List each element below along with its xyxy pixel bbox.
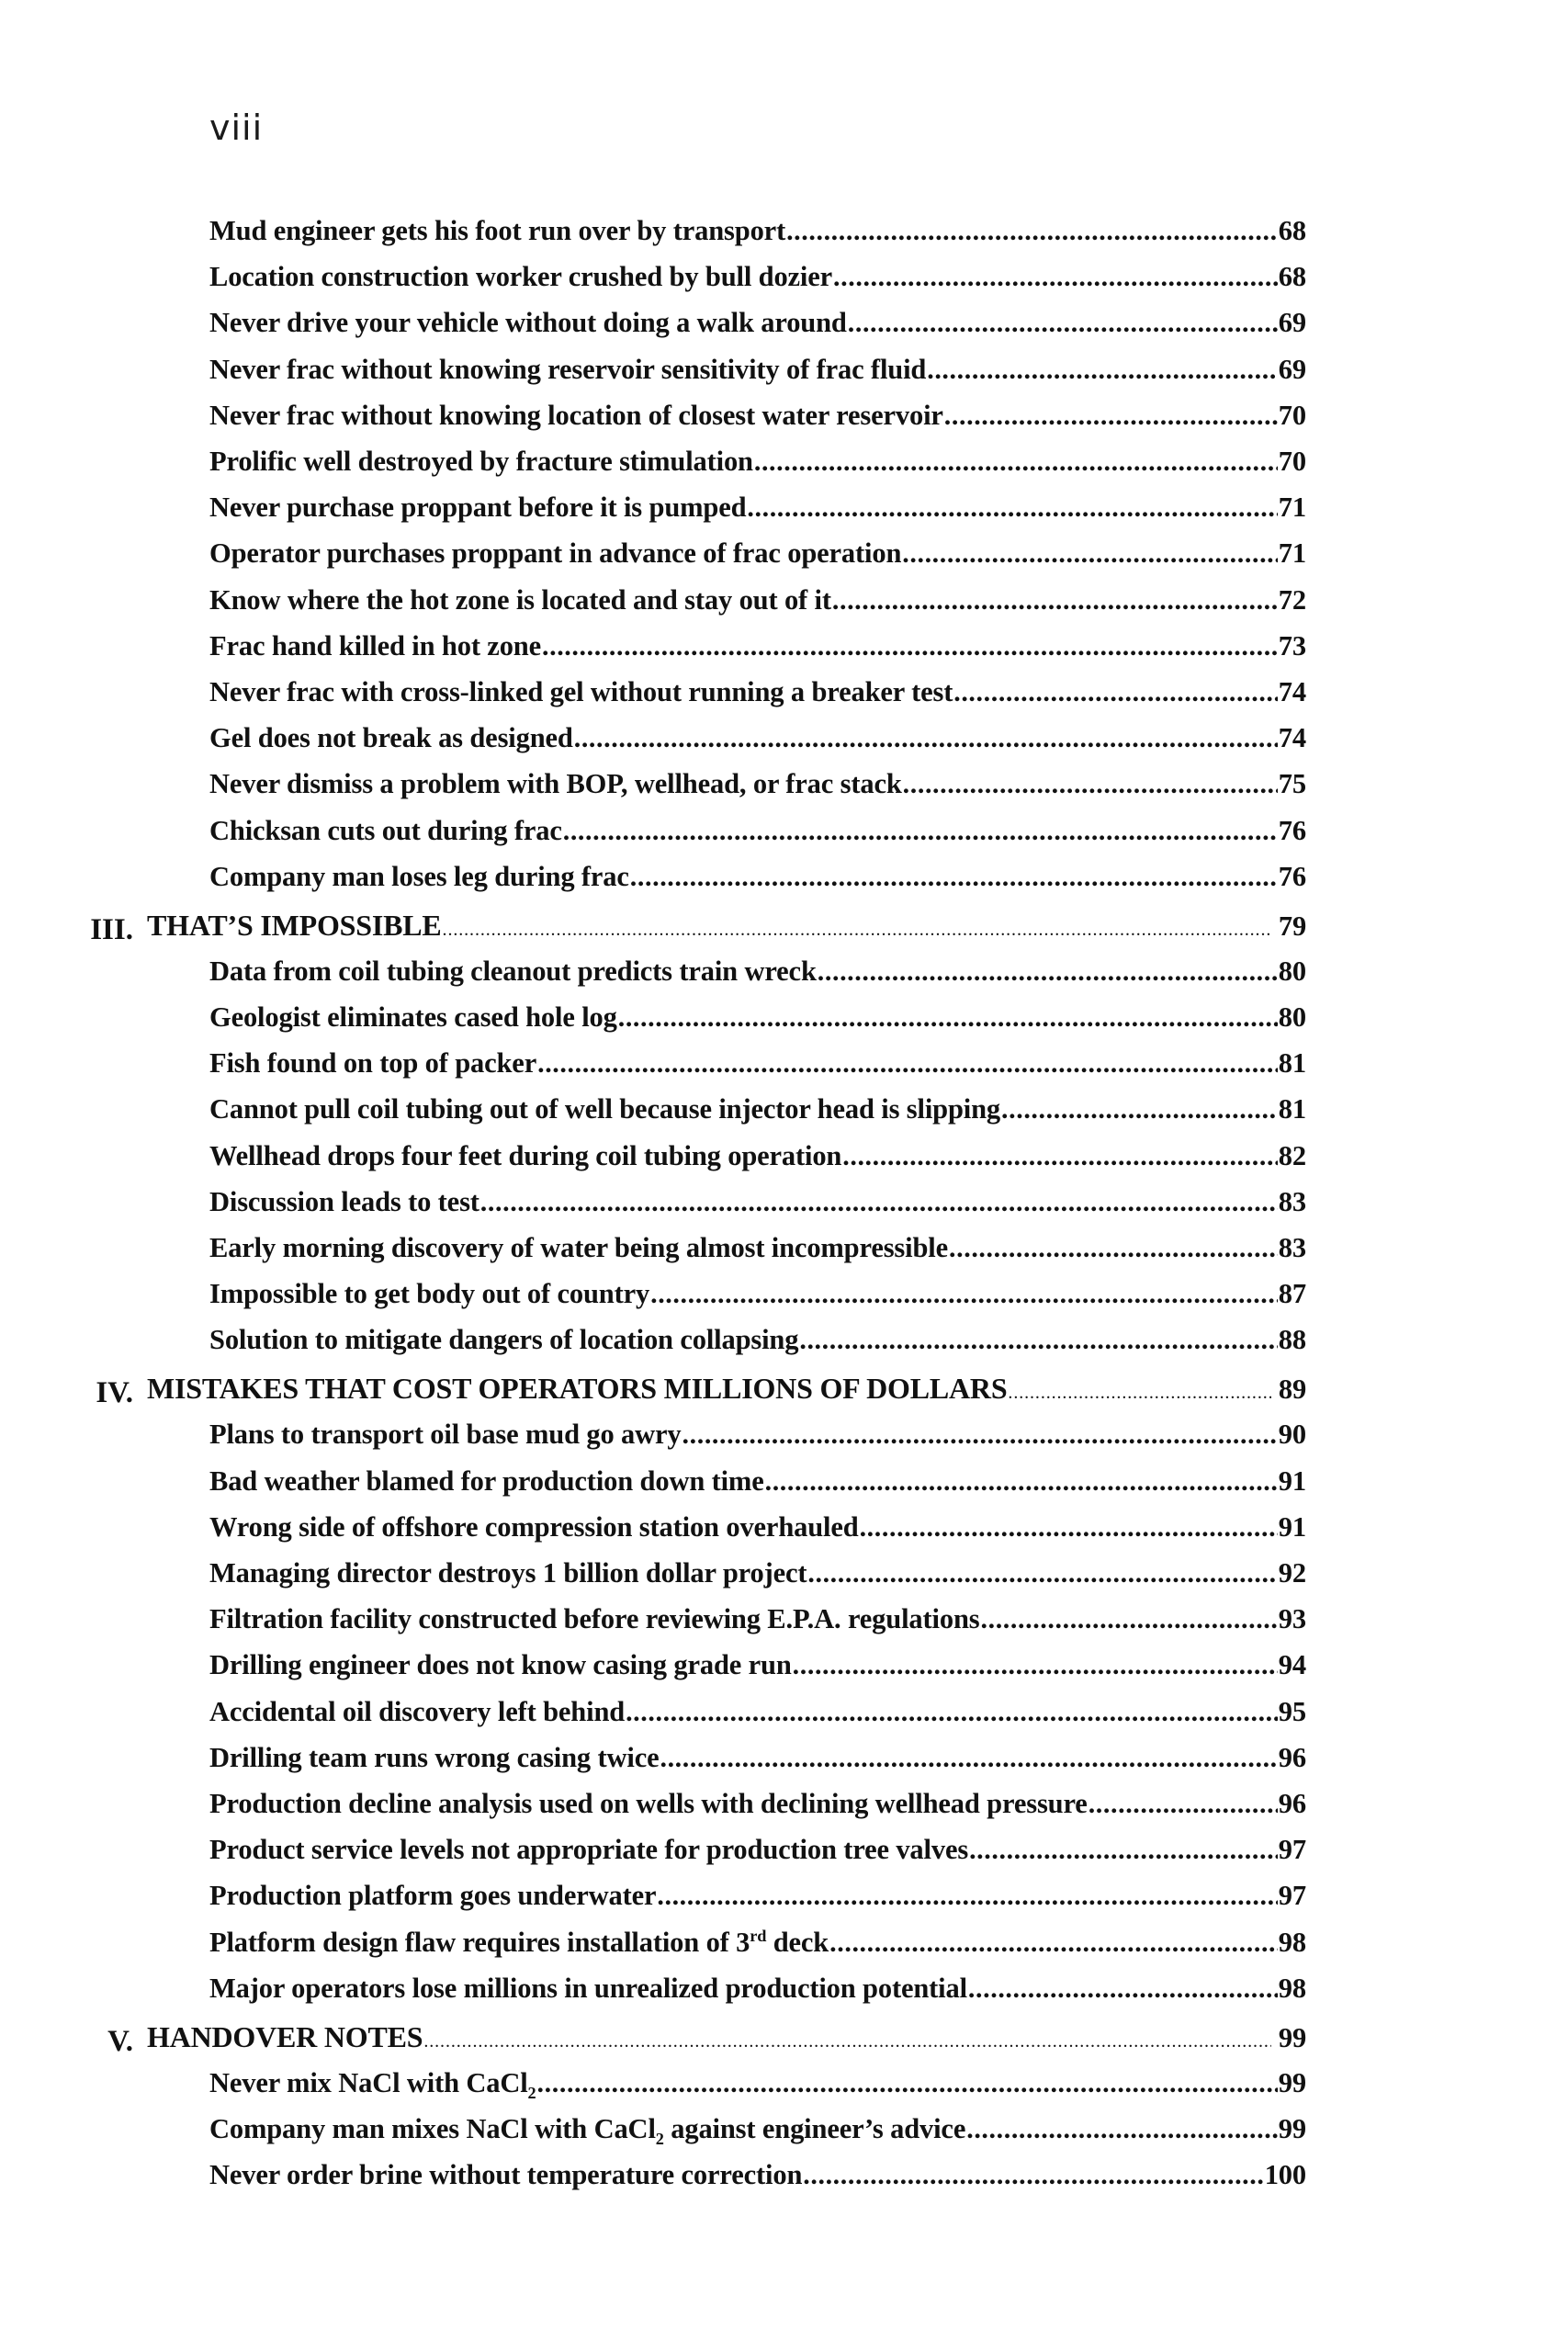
entry-title: Drilling team runs wrong casing twice (209, 1741, 660, 1773)
toc-entry-line (209, 1507, 1306, 1548)
dot-leader (953, 672, 1278, 713)
toc-entry[interactable] (0, 1462, 1568, 1502)
toc-entry-line (209, 1043, 1306, 1084)
toc-section-heading[interactable] (0, 910, 1568, 950)
page-number: 98 (1278, 1972, 1306, 2004)
dot-leader (747, 487, 1277, 528)
toc-entry[interactable] (0, 1274, 1568, 1315)
entry-title: Chicksan cuts out during frac (209, 814, 562, 846)
entry-title: Wellhead drops four feet during coil tubing operation (209, 1139, 842, 1171)
entry-title: Never order brine without temperature correction (209, 2159, 803, 2191)
page-number: 83 (1278, 1185, 1306, 1217)
dot-leader (832, 580, 1278, 621)
entry-title: Location construction worker crushed by bull dozier (209, 261, 833, 293)
page-number: 96 (1278, 1788, 1306, 1819)
toc-entry[interactable] (0, 1554, 1568, 1594)
page-number: 71 (1278, 492, 1306, 524)
toc-entry[interactable] (0, 442, 1568, 482)
dot-leader (860, 1507, 1278, 1548)
toc-entry-line (209, 487, 1306, 528)
page-number: 99 (1278, 2066, 1306, 2098)
entry-title: Never purchase proppant before it is pumped (209, 492, 747, 524)
dot-leader (966, 2109, 1278, 2150)
toc-entry[interactable] (0, 1044, 1568, 1084)
dot-leader (969, 1829, 1278, 1871)
page-number: 98 (1278, 1926, 1306, 1958)
toc-entry-line (209, 349, 1306, 390)
entry-title: Major operators lose millions in unrealized production potential (209, 1972, 967, 2004)
dot-leader (574, 718, 1278, 759)
toc-entry[interactable] (0, 534, 1568, 574)
toc-entry[interactable] (0, 1738, 1568, 1779)
dot-leader (968, 1968, 1278, 2009)
entry-title: Mud engineer gets his foot run over by transport (209, 215, 786, 246)
page-number: 99 (1278, 2021, 1306, 2053)
page-number: 68 (1278, 261, 1306, 293)
page-number: 74 (1278, 722, 1306, 754)
toc-entry-line (209, 210, 1306, 252)
toc-entry[interactable] (0, 952, 1568, 992)
page-number: 75 (1278, 768, 1306, 800)
page-number: 90 (1278, 1419, 1306, 1451)
toc-entry[interactable] (0, 396, 1568, 436)
entry-title: Company man mixes NaCl with CaCl$_2$ against engineer’s advice (209, 2113, 966, 2149)
dot-leader (618, 997, 1278, 1038)
dot-leader (803, 2154, 1263, 2196)
entry-title: Company man loses leg during frac (209, 860, 629, 892)
toc-section-heading[interactable] (0, 1373, 1568, 1413)
dot-leader (1001, 1089, 1278, 1130)
dot-leader (833, 256, 1278, 298)
entry-title: Never drive your vehicle without doing a walk around (209, 307, 847, 339)
toc-entry-line (209, 1136, 1306, 1177)
toc-entry-line (209, 1273, 1306, 1315)
page-number: 80 (1278, 1001, 1306, 1033)
toc-entry[interactable] (0, 1090, 1568, 1130)
toc-entry-line (209, 1737, 1306, 1779)
toc-entry[interactable] (0, 1784, 1568, 1825)
entry-title: Never frac without knowing reservoir sensitivity of frac fluid (209, 353, 927, 385)
entry-title: Production platform goes underwater (209, 1880, 657, 1912)
toc-entry[interactable] (0, 673, 1568, 713)
toc-entry-line (209, 1227, 1306, 1269)
toc-entry[interactable] (0, 211, 1568, 252)
section-numeral: IV. (96, 1376, 133, 1410)
dot-leader (650, 1273, 1278, 1315)
toc-entry[interactable] (0, 1320, 1568, 1361)
toc-entry-line (209, 1553, 1306, 1594)
page-number: 87 (1278, 1278, 1306, 1310)
toc-entry[interactable] (0, 2155, 1568, 2196)
page-number: 100 (1264, 2159, 1306, 2191)
subscript: 2 (527, 2083, 536, 2102)
toc-entry-line (209, 763, 1306, 805)
page-number: 88 (1278, 1324, 1306, 1356)
dot-leader (793, 1645, 1278, 1686)
page-number: 69 (1278, 307, 1306, 339)
dot-leader (903, 763, 1278, 805)
toc-entry[interactable] (0, 1508, 1568, 1548)
page-number: 92 (1278, 1557, 1306, 1589)
entry-title: Impossible to get body out of country (209, 1278, 650, 1310)
entry-title: Cannot pull coil tubing out of well because injector head is slipping (209, 1093, 1001, 1125)
dot-leader (949, 1227, 1278, 1269)
dot-leader (754, 441, 1278, 482)
page-number: 74 (1278, 676, 1306, 707)
page-number: 95 (1278, 1695, 1306, 1727)
section-title: HANDOVER NOTES (147, 2019, 423, 2053)
dot-leader (786, 210, 1278, 252)
toc-entry[interactable] (0, 627, 1568, 667)
page-number: 82 (1278, 1139, 1306, 1171)
entry-title: Drilling engineer does not know casing grade run (209, 1649, 792, 1681)
page-number: 94 (1278, 1649, 1306, 1681)
dot-leader (1089, 1783, 1278, 1825)
entry-title: Never frac without knowing location of closest water reservoir (209, 399, 943, 431)
toc-entry[interactable] (0, 1830, 1568, 1871)
dot-leader (657, 1875, 1277, 1917)
toc-entry-line (209, 395, 1306, 436)
entry-title: Gel does not break as designed (209, 722, 573, 754)
dot-leader (660, 1737, 1277, 1779)
toc-entry[interactable] (0, 857, 1568, 898)
toc-entry-line (209, 1922, 1306, 1963)
page-number: 76 (1278, 860, 1306, 892)
toc-entry-line (209, 2063, 1306, 2104)
dot-leader (537, 1043, 1278, 1084)
toc-entry-line (209, 1875, 1306, 1917)
toc-entry-line (209, 1691, 1306, 1733)
dot-leader (807, 1553, 1277, 1594)
dot-leader (765, 1461, 1278, 1502)
toc-entry-line (209, 1968, 1306, 2009)
toc-entry[interactable] (0, 718, 1568, 759)
dot-leader (443, 905, 1271, 950)
toc-entry-line (209, 2154, 1306, 2196)
toc-entry[interactable] (0, 1923, 1568, 1963)
page-number: 73 (1278, 629, 1306, 662)
toc-entry-line (147, 2017, 1306, 2062)
toc-entry-line (209, 1182, 1306, 1223)
page-number: 93 (1278, 1603, 1306, 1635)
toc-entry[interactable] (0, 764, 1568, 805)
entry-title: Discussion leads to test (209, 1185, 479, 1217)
section-title: MISTAKES THAT COST OPERATORS MILLIONS OF DOLLARS (147, 1372, 1008, 1406)
dot-leader (480, 1182, 1278, 1223)
toc-entry-line (209, 951, 1306, 992)
superscript: rd (750, 1926, 767, 1945)
toc-entry[interactable] (0, 2064, 1568, 2104)
toc-entry[interactable] (0, 2109, 1568, 2150)
toc-entry[interactable] (0, 1876, 1568, 1917)
toc-entry[interactable] (0, 303, 1568, 344)
dot-leader (799, 1319, 1277, 1361)
entry-title: Know where the hot zone is located and stay out of it (209, 583, 831, 616)
toc-entry-line (209, 856, 1306, 898)
page-number: 79 (1278, 910, 1306, 942)
dot-leader (1008, 1368, 1270, 1413)
entry-title: Wrong side of offshore compression station overhauled (209, 1510, 859, 1543)
toc-entry-line (209, 1414, 1306, 1455)
entry-title: Filtration facility constructed before reviewing E.P.A. regulations (209, 1603, 980, 1635)
page-number-label: viii (209, 107, 264, 148)
entry-title: Frac hand killed in hot zone (209, 629, 541, 662)
page-number: 76 (1278, 814, 1306, 846)
page-number: 70 (1278, 446, 1306, 477)
toc-section-heading[interactable] (0, 2021, 1568, 2062)
entry-title: Product service levels not appropriate for production tree valves (209, 1834, 969, 1866)
dot-leader (626, 1691, 1278, 1733)
dot-leader (563, 810, 1278, 852)
page-number: 71 (1278, 537, 1306, 570)
page-number: 81 (1278, 1093, 1306, 1125)
subscript: 2 (655, 2130, 664, 2149)
toc-entry-line (209, 810, 1306, 852)
page-number: 97 (1278, 1880, 1306, 1912)
toc-entry-line (209, 1829, 1306, 1871)
dot-leader (927, 349, 1278, 390)
page-number: 80 (1278, 955, 1306, 987)
toc-entry-line (209, 441, 1306, 482)
entry-title: Never mix NaCl with CaCl$_2$ (209, 2066, 536, 2102)
toc-entry[interactable] (0, 257, 1568, 298)
toc-entry-line (147, 905, 1306, 950)
toc-entry[interactable] (0, 488, 1568, 528)
toc-entry-line (209, 718, 1306, 759)
page-number: 70 (1278, 399, 1306, 431)
entry-title: Accidental oil discovery left behind (209, 1695, 626, 1727)
dot-leader (630, 856, 1278, 898)
toc-entry-line (147, 1368, 1306, 1413)
dot-leader (944, 395, 1278, 436)
page-number: 96 (1278, 1741, 1306, 1773)
toc-entry[interactable] (0, 350, 1568, 390)
toc-entry[interactable] (0, 1415, 1568, 1455)
page-number: 89 (1278, 1374, 1306, 1406)
toc-entry[interactable] (0, 1692, 1568, 1733)
toc-entry[interactable] (0, 1228, 1568, 1269)
page-number: 97 (1278, 1834, 1306, 1866)
toc-entry[interactable] (0, 1969, 1568, 2009)
dot-leader (537, 2063, 1278, 2104)
section-numeral: V. (107, 2024, 133, 2058)
entry-title: Managing director destroys 1 billion dollar project (209, 1557, 807, 1589)
dot-leader (818, 951, 1278, 992)
page-number: 68 (1278, 215, 1306, 246)
toc-entry[interactable] (0, 1136, 1568, 1177)
toc-entry[interactable] (0, 811, 1568, 852)
entry-title: Solution to mitigate dangers of location collapsing (209, 1324, 799, 1356)
toc-entry[interactable] (0, 1182, 1568, 1223)
dot-leader (829, 1922, 1278, 1963)
dot-leader (848, 302, 1278, 344)
toc-entry[interactable] (0, 1600, 1568, 1640)
toc-entry[interactable] (0, 581, 1568, 621)
toc-entry-line (209, 626, 1306, 667)
toc-entry-line (209, 997, 1306, 1038)
dot-leader (981, 1599, 1278, 1640)
entry-title: Geologist eliminates cased hole log (209, 1001, 617, 1033)
toc-entry-line (209, 1645, 1306, 1686)
page-number: 83 (1278, 1232, 1306, 1263)
dot-leader (842, 1136, 1278, 1177)
page-number: 91 (1278, 1464, 1306, 1497)
dot-leader (902, 533, 1278, 574)
section-numeral: III. (90, 912, 133, 946)
page-number: 99 (1278, 2113, 1306, 2144)
entry-title: Platform design flaw requires installation of 3rd deck (209, 1926, 829, 1958)
page-number: 91 (1278, 1510, 1306, 1543)
toc-entry[interactable] (0, 1645, 1568, 1686)
entry-title: Fish found on top of packer (209, 1047, 537, 1080)
toc-entry-line (209, 580, 1306, 621)
entry-title: Bad weather blamed for production down time (209, 1464, 764, 1497)
page-number: 72 (1278, 583, 1306, 616)
entry-title: Production decline analysis used on wells with declining wellhead pressure (209, 1788, 1088, 1819)
entry-title: Early morning discovery of water being almost incompressible (209, 1232, 949, 1263)
toc-entry-line (209, 1783, 1306, 1825)
page-number: 81 (1278, 1047, 1306, 1080)
toc-entry-line (209, 672, 1306, 713)
dot-leader (423, 2017, 1271, 2062)
entry-title: Data from coil tubing cleanout predicts train wreck (209, 955, 817, 987)
entry-title: Plans to transport oil base mud go awry (209, 1419, 682, 1451)
dot-leader (542, 626, 1278, 667)
toc-entry-line (209, 1599, 1306, 1640)
toc-entry-line (209, 1319, 1306, 1361)
toc-entry-line (209, 1461, 1306, 1502)
toc-entry-line (209, 2109, 1306, 2150)
toc-entry[interactable] (0, 998, 1568, 1038)
entry-title: Never dismiss a problem with BOP, wellhead, or frac stack (209, 768, 902, 800)
dot-leader (682, 1414, 1278, 1455)
toc-entry-line (209, 533, 1306, 574)
toc-entry-line (209, 1089, 1306, 1130)
entry-title: Never frac with cross-linked gel without running a breaker test (209, 676, 953, 707)
section-title: THAT’S IMPOSSIBLE (147, 908, 442, 942)
toc-entry-line (209, 302, 1306, 344)
page-number: 69 (1278, 353, 1306, 385)
toc-entry-line (209, 256, 1306, 298)
entry-title: Operator purchases proppant in advance of frac operation (209, 537, 902, 570)
entry-title: Prolific well destroyed by fracture stimulation (209, 446, 753, 477)
